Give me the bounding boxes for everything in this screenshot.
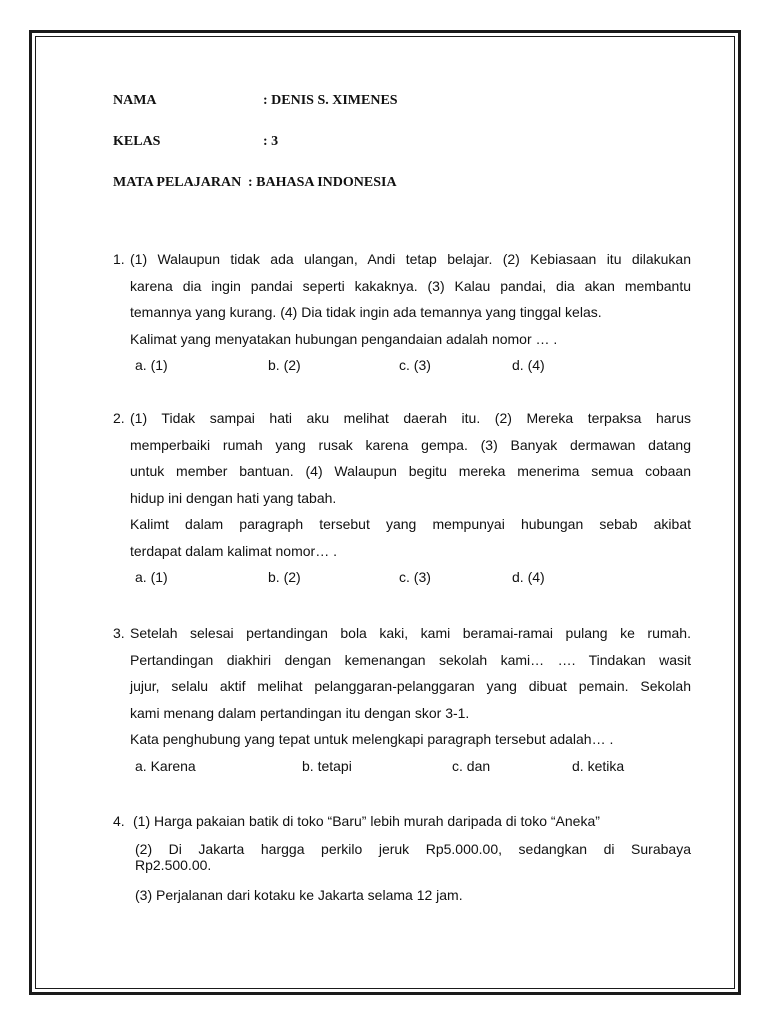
- question-3: [113, 620, 691, 779]
- option-d: d. (4): [512, 569, 545, 585]
- question-number: 1.: [113, 251, 125, 267]
- class-label: KELAS: [113, 134, 161, 149]
- answer-options: [113, 564, 691, 590]
- name-value: : DENIS S. XIMENES: [263, 93, 398, 108]
- question-line: (1) Walaupun tidak ada ulangan, Andi tetap belajar. (2) Kebiasaan itu dilakukan: [130, 251, 691, 267]
- option-d: d. ketika: [572, 757, 625, 774]
- question-number: 4.: [113, 813, 125, 829]
- question-line: karena dia ingin pandai seperti kakaknya. (3) Kalau pandai, dia akan membantu: [130, 277, 691, 294]
- statement-1: (1) Harga pakaian batik di toko “Baru” lebih murah daripada di toko “Aneka”: [133, 813, 600, 829]
- question-line: memperbaiki rumah yang rusak karena gempa. (3) Banyak dermawan datang: [130, 436, 691, 453]
- question-line: Kalimt dalam paragraph tersebut yang mempunyai hubungan sebab akibat: [130, 516, 691, 532]
- question-line: Pertandingan diakhiri dengan kemenangan sekolah kami… …. Tindakan wasit: [130, 651, 691, 668]
- subject-label: MATA PELAJARAN: [113, 175, 242, 190]
- option-c: c. dan: [452, 757, 491, 774]
- question-line: untuk member bantuan. (4) Walaupun begitu mereka menerima semua cobaan: [130, 463, 691, 479]
- question-2: [113, 405, 691, 590]
- question-1: [113, 246, 691, 378]
- question-line: temannya yang kurang. (4) Dia tidak ingin ada temannya yang tinggal kelas.: [130, 304, 602, 320]
- option-b: b. tetapi: [302, 757, 352, 774]
- option-a: a. (1): [135, 357, 168, 373]
- name-label: NAMA: [113, 93, 157, 108]
- option-d: d. (4): [512, 357, 545, 373]
- question-line: Kalimat yang menyatakan hubungan pengandaian adalah nomor … .: [130, 330, 558, 347]
- question-line: Kata penghubung yang tepat untuk melengkapi paragraph tersebut adalah… .: [130, 731, 614, 747]
- question-line: jujur, selalu aktif melihat pelanggaran-pelanggaran yang dibuat pemain. Sekolah: [130, 678, 691, 694]
- statement-2-line: Rp2.500.00.: [135, 856, 212, 873]
- answer-options: [113, 352, 691, 378]
- option-c: c. (3): [399, 569, 431, 585]
- question-line: hidup ini dengan hati yang tabah.: [130, 489, 337, 506]
- answer-options: [113, 753, 691, 779]
- question-number: 2.: [113, 410, 125, 426]
- question-line: (1) Tidak sampai hati aku melihat daerah itu. (2) Mereka terpaksa harus: [130, 410, 691, 426]
- question-number: 3.: [113, 625, 125, 641]
- question-4: [113, 808, 691, 905]
- option-b: b. (2): [268, 569, 301, 585]
- statement-2-line: (2) Di Jakarta hargga perkilo jeruk Rp5.000.00, sedangkan di Surabaya: [135, 840, 691, 857]
- statement-1-row: [113, 808, 691, 835]
- question-line: terdapat dalam kalimat nomor… .: [130, 542, 337, 559]
- question-line: Setelah selesai pertandingan bola kaki, kami beramai-ramai pulang ke rumah.: [130, 625, 691, 641]
- question-line: kami menang dalam pertandingan itu dengan skor 3-1.: [130, 704, 470, 721]
- statement-2: [113, 841, 691, 873]
- option-b: b. (2): [268, 357, 301, 373]
- option-a: a. Karena: [135, 757, 196, 774]
- subject-value: : BAHASA INDONESIA: [248, 175, 397, 190]
- class-value: : 3: [263, 134, 279, 149]
- option-c: c. (3): [399, 357, 431, 373]
- option-a: a. (1): [135, 569, 168, 585]
- statement-3: (3) Perjalanan dari kotaku ke Jakarta selama 12 jam.: [135, 886, 463, 903]
